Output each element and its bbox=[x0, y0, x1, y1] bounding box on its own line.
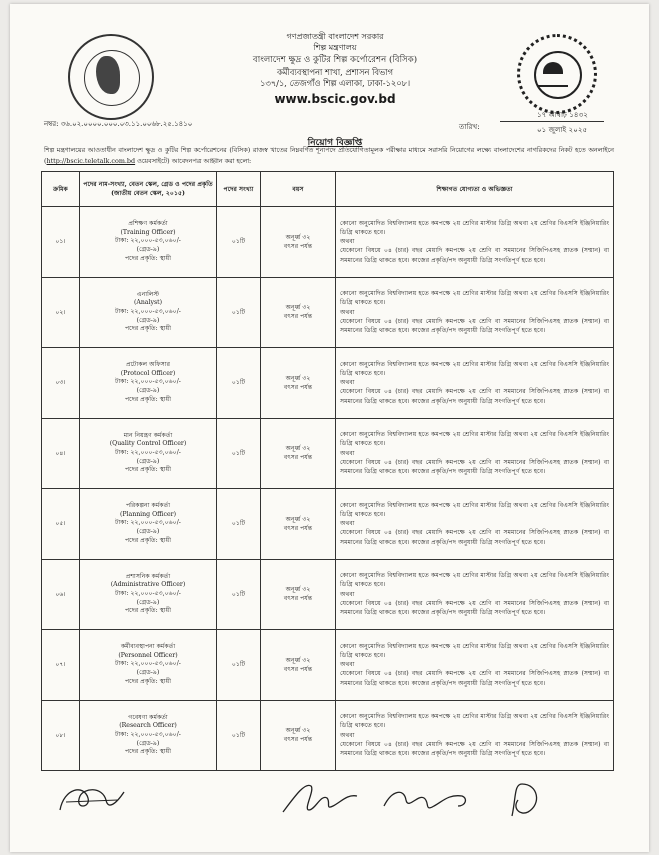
qualification-alternative: যেকোনো বিষয়ে ০৪ (চার) বছর মেয়াদি কমপক্ষে ২য় শ্রেণি বা সমমানের সিজিপিএসহ স্নাতক (সম্মান) বা সমমানের ডিগ্রি থাকতে হবে। কাজের প্রকৃতি/পদ অনুযায়ী ডিগ্রি সংগতিপূর্ণ হতে হবে। bbox=[340, 317, 609, 335]
post-name-english: (Training Officer) bbox=[120, 228, 176, 236]
post-pay-scale: টাকা: ২২,০০০-৫৩,০৬০/- bbox=[115, 730, 181, 738]
age-limit-value: অনূর্ধ্ব ৩২ bbox=[285, 727, 311, 735]
row-post-count: ০১টি bbox=[217, 559, 261, 630]
post-nature: পদের প্রকৃতি: স্থায়ী bbox=[124, 748, 172, 756]
header-post-scale: (জাতীয় বেতন স্কেল, ২০১৫) bbox=[111, 190, 185, 197]
qualification-alternative: যেকোনো বিষয়ে ০৪ (চার) বছর মেয়াদি কমপক্ষে ২য় শ্রেণি বা সমমানের সিজিপিএসহ স্নাতক (সম্মান) বা সমমানের ডিগ্রি থাকতে হবে। কাজের প্রকৃতি/পদ অনুযায়ী ডিগ্রি সংগতিপূর্ণ হতে হবে। bbox=[340, 529, 609, 546]
qualification-or: অথবা bbox=[340, 520, 355, 528]
row-qualification bbox=[336, 348, 614, 419]
post-name-bangla: প্রশাসনিক কর্মকর্তা bbox=[125, 572, 171, 580]
header-count: পদের সংখ্যা bbox=[217, 172, 261, 207]
age-limit-unit: বৎসর পর্যন্ত bbox=[283, 383, 313, 391]
post-nature: পদের প্রকৃতি: স্থায়ী bbox=[124, 254, 172, 262]
header-address: ১৩৭/১, তেজগাঁও শিল্প এলাকা, ঢাকা-১২০৮। bbox=[259, 78, 411, 88]
post-grade: (গ্রেড-৯) bbox=[136, 387, 160, 395]
qualification-alternative: যেকোনো বিষয়ে ০৪ (চার) বছর মেয়াদি কমপক্ষে ২য় শ্রেণি বা সমমানের সিজিপিএসহ স্নাতক (সম্মান) বা সমমানের ডিগ্রি থাকতে হবে। কাজের প্রকৃতি/পদ অনুযায়ী ডিগ্রি সংগতিপূর্ণ হতে হবে। bbox=[340, 599, 609, 617]
post-grade: (গ্রেড-৯) bbox=[136, 669, 160, 677]
row-age-limit bbox=[261, 630, 336, 701]
age-limit-unit: বৎসর পর্যন্ত bbox=[283, 595, 313, 603]
row-post bbox=[80, 418, 217, 489]
row-serial: ০৫। bbox=[42, 489, 80, 560]
qualification-degree: কোনো অনুমোদিত বিশ্ববিদ্যালয় হতে কমপক্ষে ২য় শ্রেণির মাস্টার ডিগ্রি অথবা ২য় শ্রেণির বিএসসি ইঞ্জিনিয়ারিং ডিগ্রি থাকতে হবে। bbox=[340, 290, 609, 307]
intro-text-end: ওয়েবসাইটে) আবেদনপত্র আহ্বান করা হলো: bbox=[135, 157, 252, 165]
date-label: তারিখ: bbox=[459, 122, 480, 131]
post-grade: (গ্রেড-৯) bbox=[136, 739, 160, 747]
date-bangla: ১৭ আষাঢ় ১৪৩২ bbox=[537, 110, 588, 119]
post-name-english: (Protocol Officer) bbox=[120, 369, 176, 377]
row-post-count: ০১টি bbox=[217, 207, 261, 278]
row-serial: ০১। bbox=[42, 207, 80, 278]
row-age-limit bbox=[261, 277, 336, 348]
post-pay-scale: টাকা: ২২,০০০-৫৩,০৬০/- bbox=[115, 307, 181, 315]
qualification-degree: কোনো অনুমোদিত বিশ্ববিদ্যালয় হতে কমপক্ষে ২য় শ্রেণির মাস্টার ডিগ্রি অথবা ২য় শ্রেণির বিএসসি ইঞ্জিনিয়ারিং ডিগ্রি থাকতে হবে। bbox=[340, 501, 609, 518]
post-pay-scale: টাকা: ২২,০০০-৫৩,০৬০/- bbox=[115, 519, 181, 527]
document-page bbox=[10, 4, 649, 852]
age-limit-unit: বৎসর পর্যন্ত bbox=[283, 454, 313, 462]
post-nature: পদের প্রকৃতি: স্থায়ী bbox=[124, 536, 172, 544]
age-limit-value: অনূর্ধ্ব ৩২ bbox=[285, 445, 311, 453]
row-age-limit bbox=[261, 489, 336, 560]
post-grade: (গ্রেড-৯) bbox=[136, 316, 160, 324]
post-name-bangla: এনালিস্ট bbox=[136, 290, 160, 298]
date-divider bbox=[500, 121, 604, 122]
post-grade: (গ্রেড-৯) bbox=[136, 598, 160, 606]
row-post bbox=[80, 277, 217, 348]
intro-text-start: শিল্প মন্ত্রণালয়ের আওতাধীন বাংলাদেশ ক্ষুদ্র ও কুটির শিল্প কর্পোরেশনের (বিসিক) রাজস্ব খাতের নিম্নবর্ণিত শূন্যপদে প্রতিযোগিতামূলক পরীক্ষার মাধ্যমে সরাসরি নিয়োগের লক্ষ্যে বাংলাদেশের নাগরিকদের নিকট হতে অনলাইনে ( bbox=[44, 146, 614, 165]
age-limit-unit: বৎসর পর্যন্ত bbox=[283, 524, 313, 532]
qualification-or: অথবা bbox=[340, 661, 355, 669]
government-seal-icon bbox=[68, 34, 154, 120]
post-nature: পদের প্রকৃতি: স্থায়ী bbox=[124, 607, 172, 615]
row-age-limit bbox=[261, 207, 336, 278]
qualification-or: অথবা bbox=[340, 308, 355, 316]
age-limit-value: অনূর্ধ্ব ৩২ bbox=[285, 304, 311, 312]
post-grade: (গ্রেড-৯) bbox=[136, 528, 160, 536]
post-name-bangla: কর্মীব্যবস্থাপনা কর্মকর্তা bbox=[120, 643, 176, 651]
post-name-english: (Quality Control Officer) bbox=[109, 440, 187, 448]
letterhead bbox=[10, 4, 649, 114]
row-serial: ০৩। bbox=[42, 348, 80, 419]
post-name-bangla: মান নিয়ন্ত্রণ কর্মকর্তা bbox=[123, 431, 173, 439]
age-limit-unit: বৎসর পর্যন্ত bbox=[283, 736, 313, 744]
header-post bbox=[80, 172, 217, 207]
age-limit-unit: বৎসর পর্যন্ত bbox=[283, 242, 313, 250]
qualification-degree: কোনো অনুমোদিত বিশ্ববিদ্যালয় হতে কমপক্ষে ২য় শ্রেণির মাস্টার ডিগ্রি অথবা ২য় শ্রেণির বিএসসি ইঞ্জিনিয়ারিং ডিগ্রি থাকতে হবে। bbox=[340, 219, 609, 236]
row-serial: ০২। bbox=[42, 277, 80, 348]
post-nature: পদের প্রকৃতি: স্থায়ী bbox=[124, 395, 172, 403]
qualification-alternative: যেকোনো বিষয়ে ০৪ (চার) বছর মেয়াদি কমপক্ষে ২য় শ্রেণি বা সমমানের সিজিপিএসহ স্নাতক (সম্মান) বা সমমানের ডিগ্রি থাকতে হবে। কাজের প্রকৃতি/পদ অনুযায়ী ডিগ্রি সংগতিপূর্ণ হতে হবে। bbox=[340, 740, 609, 758]
header-department: কর্মীব্যবস্থাপনা শাখা, প্রশাসন বিভাগ bbox=[277, 67, 393, 77]
post-name-english: (Administrative Officer) bbox=[110, 581, 186, 589]
qualification-degree: কোনো অনুমোদিত বিশ্ববিদ্যালয় হতে কমপক্ষে ২য় শ্রেণির মাস্টার ডিগ্রি অথবা ২য় শ্রেণির বিএসসি ইঞ্জিনিয়ারিং ডিগ্রি থাকতে হবে। bbox=[340, 431, 609, 448]
row-post-count: ০১টি bbox=[217, 418, 261, 489]
intro-paragraph bbox=[44, 145, 614, 167]
row-qualification bbox=[336, 700, 614, 771]
bscic-logo-icon bbox=[517, 34, 597, 114]
header-website-link[interactable]: www.bscic.gov.bd bbox=[274, 92, 396, 106]
qualification-alternative: যেকোনো বিষয়ে ০৪ (চার) বছর মেয়াদি কমপক্ষে ২য় শ্রেণি বা সমমানের সিজিপিএসহ স্নাতক (সম্মান) বা সমমানের ডিগ্রি থাকতে হবে। কাজের প্রকৃতি/পদ অনুযায়ী ডিগ্রি সংগতিপূর্ণ হতে হবে। bbox=[340, 670, 609, 687]
age-limit-value: অনূর্ধ্ব ৩২ bbox=[285, 233, 311, 241]
table-row bbox=[42, 630, 614, 701]
post-pay-scale: টাকা: ২২,০০০-৫৩,০৬০/- bbox=[115, 378, 181, 386]
row-post-count: ০১টি bbox=[217, 348, 261, 419]
qualification-or: অথবা bbox=[340, 238, 355, 246]
table-row bbox=[42, 348, 614, 419]
qualification-degree: কোনো অনুমোদিত বিশ্ববিদ্যালয় হতে কমপক্ষে ২য় শ্রেণির মাস্টার ডিগ্রি অথবা ২য় শ্রেণির বিএসসি ইঞ্জিনিয়ারিং ডিগ্রি থাকতে হবে। bbox=[340, 642, 609, 659]
row-post bbox=[80, 630, 217, 701]
row-post bbox=[80, 559, 217, 630]
row-qualification bbox=[336, 207, 614, 278]
qualification-degree: কোনো অনুমোদিত বিশ্ববিদ্যালয় হতে কমপক্ষে ২য় শ্রেণির মাস্টার ডিগ্রি অথবা ২য় শ্রেণির বিএসসি ইঞ্জিনিয়ারিং ডিগ্রি থাকতে হবে। bbox=[340, 360, 609, 377]
age-limit-value: অনূর্ধ্ব ৩২ bbox=[285, 656, 311, 664]
row-post bbox=[80, 700, 217, 771]
header-post-title: পদের নাম-সংখ্যা, বেতন স্কেল, গ্রেড ও পদের প্রকৃতি bbox=[83, 181, 213, 188]
qualification-degree: কোনো অনুমোদিত বিশ্ববিদ্যালয় হতে কমপক্ষে ২য় শ্রেণির মাস্টার ডিগ্রি অথবা ২য় শ্রেণির বিএসসি ইঞ্জিনিয়ারিং ডিগ্রি থাকতে হবে। bbox=[340, 713, 609, 730]
qualification-degree: কোনো অনুমোদিত বিশ্ববিদ্যালয় হতে কমপক্ষে ২য় শ্রেণির মাস্টার ডিগ্রি অথবা ২য় শ্রেণির বিএসসি ইঞ্জিনিয়ারিং ডিগ্রি থাকতে হবে। bbox=[340, 572, 609, 589]
row-age-limit bbox=[261, 348, 336, 419]
age-limit-unit: বৎসর পর্যন্ত bbox=[283, 665, 313, 673]
notice-title: নিয়োগ বিজ্ঞপ্তি bbox=[307, 138, 363, 148]
memo-reference-number: নম্বর: ৩৬.০২.০০০০.০০০.০৩.১১.০০৬৮.২৫.১৪১০ bbox=[44, 120, 193, 128]
post-pay-scale: টাকা: ২২,০০০-৫৩,০৬০/- bbox=[115, 589, 181, 597]
header-age: বয়স bbox=[261, 172, 336, 207]
table-row bbox=[42, 700, 614, 771]
post-nature: পদের প্রকৃতি: স্থায়ী bbox=[124, 325, 172, 333]
header-serial: ক্রমিক bbox=[42, 172, 80, 207]
post-name-english: (Analyst) bbox=[133, 299, 163, 307]
table-row bbox=[42, 207, 614, 278]
qualification-or: অথবা bbox=[340, 590, 355, 598]
vacancy-table bbox=[41, 171, 614, 771]
table-row bbox=[42, 418, 614, 489]
row-post bbox=[80, 207, 217, 278]
post-grade: (গ্রেড-৯) bbox=[136, 246, 160, 254]
table-row bbox=[42, 559, 614, 630]
row-post bbox=[80, 348, 217, 419]
age-limit-unit: বৎসর পর্যন্ত bbox=[283, 313, 313, 321]
post-name-bangla: গবেষণা কর্মকর্তা bbox=[128, 713, 168, 721]
row-age-limit bbox=[261, 559, 336, 630]
row-post-count: ০১টি bbox=[217, 630, 261, 701]
signature-1 bbox=[54, 780, 134, 820]
row-age-limit bbox=[261, 700, 336, 771]
age-limit-value: অনূর্ধ্ব ৩২ bbox=[285, 515, 311, 523]
qualification-or: অথবা bbox=[340, 731, 355, 739]
table-row bbox=[42, 277, 614, 348]
post-name-english: (Planning Officer) bbox=[119, 510, 177, 518]
qualification-alternative: যেকোনো বিষয়ে ০৪ (চার) বছর মেয়াদি কমপক্ষে ২য় শ্রেণি বা সমমানের সিজিপিএসহ স্নাতক (সম্মান) বা সমমানের ডিগ্রি থাকতে হবে। কাজের প্রকৃতি/পদ অনুযায়ী ডিগ্রি সংগতিপূর্ণ হতে হবে। bbox=[340, 458, 609, 476]
qualification-alternative: যেকোনো বিষয়ে ০৪ (চার) বছর মেয়াদি কমপক্ষে ২য় শ্রেণি বা সমমানের সিজিপিএসহ স্নাতক (সম্মান) বা সমমানের ডিগ্রি থাকতে হবে। কাজের প্রকৃতি/পদ অনুযায়ী ডিগ্রি সংগতিপূর্ণ হতে হবে। bbox=[340, 388, 609, 405]
post-pay-scale: টাকা: ২২,০০০-৫৩,০৬০/- bbox=[115, 237, 181, 245]
row-serial: ০৪। bbox=[42, 418, 80, 489]
post-pay-scale: টাকা: ২২,০০০-৫৩,০৬০/- bbox=[115, 448, 181, 456]
row-qualification bbox=[336, 489, 614, 560]
post-name-bangla: পরিকল্পনা কর্মকর্তা bbox=[125, 502, 171, 510]
table-header-row bbox=[42, 172, 614, 207]
row-serial: ০৭। bbox=[42, 630, 80, 701]
row-age-limit bbox=[261, 418, 336, 489]
qualification-or: অথবা bbox=[340, 449, 355, 457]
post-pay-scale: টাকা: ২২,০০০-৫৩,০৬০/- bbox=[115, 660, 181, 668]
qualification-alternative: যেকোনো বিষয়ে ০৪ (চার) বছর মেয়াদি কমপক্ষে ২য় শ্রেণি বা সমমানের সিজিপিএসহ স্নাতক (সম্মান) বা সমমানের ডিগ্রি থাকতে হবে। কাজের প্রকৃতি/পদ অনুযায়ী ডিগ্রি সংগতিপূর্ণ হতে হবে। bbox=[340, 247, 609, 264]
row-post-count: ০১টি bbox=[217, 700, 261, 771]
row-serial: ০৮। bbox=[42, 700, 80, 771]
row-qualification bbox=[336, 559, 614, 630]
header-organization: বাংলাদেশ ক্ষুদ্র ও কুটির শিল্প কর্পোরেশন (বিসিক) bbox=[252, 55, 418, 65]
header-ministry: শিল্প মন্ত্রণালয় bbox=[313, 43, 357, 52]
post-name-english: (Research Officer) bbox=[119, 722, 177, 730]
row-serial: ০৬। bbox=[42, 559, 80, 630]
post-name-bangla: প্রটোকল অফিসার bbox=[125, 361, 171, 369]
age-limit-value: অনূর্ধ্ব ৩২ bbox=[285, 374, 311, 382]
header-government: গণপ্রজাতন্ত্রী বাংলাদেশ সরকার bbox=[286, 32, 384, 41]
post-name-bangla: প্রশিক্ষণ কর্মকর্তা bbox=[128, 220, 168, 228]
row-qualification bbox=[336, 418, 614, 489]
row-post-count: ০১টি bbox=[217, 489, 261, 560]
post-name-english: (Personnel Officer) bbox=[118, 651, 178, 659]
row-qualification bbox=[336, 277, 614, 348]
table-row bbox=[42, 489, 614, 560]
signature-4 bbox=[498, 778, 558, 822]
row-post-count: ০১টি bbox=[217, 277, 261, 348]
row-post bbox=[80, 489, 217, 560]
application-website-link[interactable]: http://bscic.teletalk.com.bd bbox=[46, 157, 136, 165]
qualification-or: অথবা bbox=[340, 379, 355, 387]
post-nature: পদের প্রকৃতি: স্থায়ী bbox=[124, 466, 172, 474]
signature-3 bbox=[378, 780, 474, 820]
row-qualification bbox=[336, 630, 614, 701]
age-limit-value: অনূর্ধ্ব ৩২ bbox=[285, 586, 311, 594]
post-nature: পদের প্রকৃতি: স্থায়ী bbox=[124, 677, 172, 685]
signature-2 bbox=[275, 776, 365, 820]
date-english: ০১ জুলাই ২০২৫ bbox=[537, 125, 588, 134]
header-qualification: শিক্ষাগত যোগ্যতা ও অভিজ্ঞতা bbox=[336, 172, 614, 207]
post-grade: (গ্রেড-৯) bbox=[136, 457, 160, 465]
